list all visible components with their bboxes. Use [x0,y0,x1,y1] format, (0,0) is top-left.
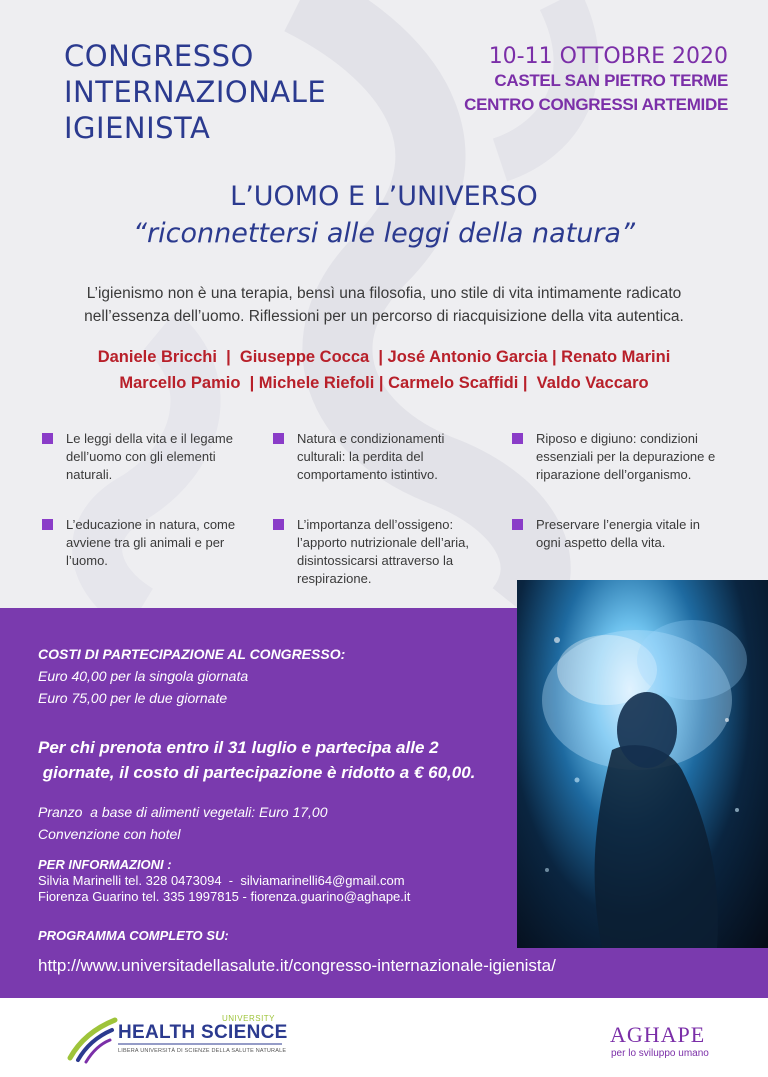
square-bullet-icon [273,519,284,530]
congress-title-line-3: IGIENISTA [64,111,211,145]
cost-single-day: Euro 40,00 per la singola giornata [38,668,249,684]
contact-info [38,857,410,905]
hotel-agreement: Convenzione con hotel [38,826,181,842]
costs-heading: COSTI DI PARTECIPAZIONE AL CONGRESSO: [38,646,346,662]
topic-text: L’educazione in natura, come avviene tra gli animali e per l’uomo. [66,517,236,568]
event-date: 10-11 OTTOBRE 2020 [488,44,728,69]
event-venue: CENTRO CONGRESSI ARTEMIDE [464,95,728,114]
congress-title [64,38,326,146]
square-bullet-icon [42,519,53,530]
aghape-tagline: per lo sviluppo umano [611,1048,709,1059]
topic-item [536,516,716,552]
water-splash-photo [517,580,768,948]
topic-text: Riposo e digiuno: condizioni essenziali per la depurazione e riparazione dell’organismo. [536,431,716,482]
lunch-price: Pranzo a base di alimenti vegetali: Euro 17,00 [38,804,328,820]
topic-item [536,430,726,484]
health-science-university-label: UNIVERSITY [222,1014,276,1023]
square-bullet-icon [42,433,53,444]
health-science-tagline: LIBERA UNIVERSITÀ DI SCIENZE DELLA SALUTE NATURALE [118,1048,287,1054]
intro-line-1: L’igienismo non è una terapia, bensì una filosofia, uno stile di vita intimamente radicato [86,285,682,302]
square-bullet-icon [512,519,523,530]
promo-line-1: Per chi prenota entro il 31 luglio e partecipa alle 2 [38,738,439,757]
cost-two-days: Euro 75,00 per le due giornate [38,690,228,706]
program-url-link[interactable]: http://www.universitadellasalute.it/congresso-internazionale-igienista/ [38,956,556,975]
contact-heading: PER INFORMAZIONI : [38,857,172,872]
speakers-line-2-text: Marcello Pamio | Michele Riefoli | Carmelo Scaffidi | Valdo Vaccaro [119,374,649,392]
promo-line-2: giornate, il costo di partecipazione è ridotto a € 60,00. [38,763,476,782]
event-location: CASTEL SAN PIETRO TERME [494,71,728,90]
early-booking-offer [38,735,508,785]
program-heading: PROGRAMMA COMPLETO SU: [38,928,229,943]
topic-text: Natura e condizionamenti culturali: la perdita del comportamento istintivo. [297,431,445,482]
congress-title-line-1: CONGRESSO [64,39,254,73]
health-science-name: HEALTH SCIENCE [118,1022,288,1043]
speakers-line-1 [20,344,748,370]
aghape-logo: AGHAPE [610,1022,706,1047]
topic-item [297,430,487,484]
topic-text: Preservare l’energia vitale in ogni aspetto della vita. [536,517,701,550]
intro-line-2: nell’essenza dell’uomo. Riflessioni per un percorso di riacquisizione della vita autentica. [84,308,684,325]
topic-item [297,516,497,588]
square-bullet-icon [273,433,284,444]
photo-splash-overlay [517,580,768,948]
subtitle: “riconnettersi alle leggi della natura” [133,218,635,249]
contact-fiorenza: Fiorenza Guarino tel. 335 1997815 - fiorenza.guarino@aghape.it [38,889,411,904]
square-bullet-icon [512,433,523,444]
main-title: L’UOMO E L’UNIVERSO [230,181,538,212]
contact-silvia: Silvia Marinelli tel. 328 0473094 - silviamarinelli64@gmail.com [38,873,405,888]
speakers-line-2 [20,370,748,396]
congress-title-line-2: INTERNAZIONALE [64,75,327,109]
speakers-list [20,344,748,396]
lunch-section [38,801,328,845]
topic-text: Le leggi della vita e il legame dell’uomo con gli elementi naturali. [66,431,233,482]
intro-paragraph [40,282,728,328]
topic-item [66,430,261,484]
topic-text: L’importanza dell’ossigeno: l’apporto nutrizionale dell’aria, disintossicarsi attraverso la respirazione. [297,517,469,586]
costs-section [38,643,345,709]
topic-item [66,516,256,570]
event-info [464,44,728,117]
speakers-line-1-text: Daniele Bricchi | Giuseppe Cocca | José Antonio Garcia | Renato Marini [97,348,671,366]
